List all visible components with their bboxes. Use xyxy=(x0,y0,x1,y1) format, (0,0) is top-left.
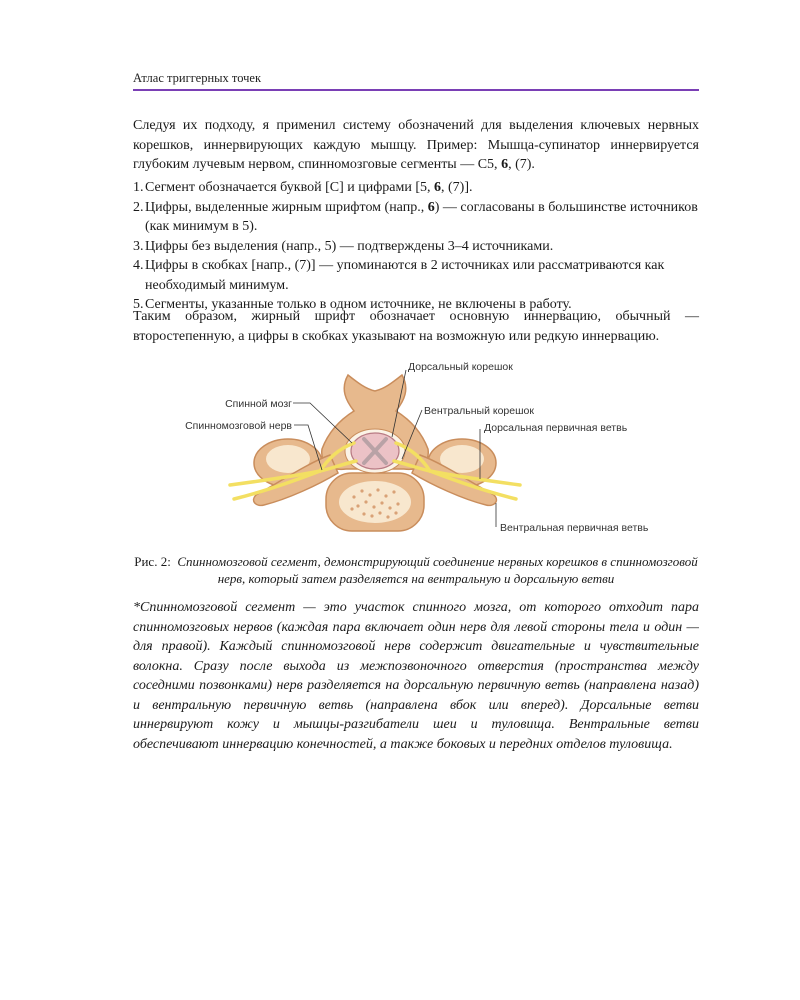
label-spinal-nerve: Спинномозговой нерв xyxy=(185,420,292,432)
list-item-number: 5. xyxy=(133,297,144,312)
list-item-number: 1. xyxy=(133,180,144,195)
intro-tail: , (7). xyxy=(508,157,535,172)
figure-caption xyxy=(133,553,699,587)
spinal-segment-figure xyxy=(170,355,690,545)
list-item-text: Цифры, выделенные жирным шрифтом (напр., xyxy=(145,199,428,215)
list-item xyxy=(133,237,699,257)
label-dorsal-ramus: Дорсальная первичная ветвь xyxy=(484,422,628,434)
list-item-bold: 6 xyxy=(434,180,442,195)
intro-paragraph xyxy=(133,116,699,175)
caption-text: Спинномозговой сегмент, демонстрирующий соединение нервных корешков в спинномозговой нерв, который затем разделяется на вентральную и дорсальную ветви xyxy=(177,554,698,586)
list-item-text-end: ) — согласованы в большинстве источников (как минимум в 5). xyxy=(145,199,698,234)
intro-text: Следуя их подходу, я применил систему обозначений для выделения ключевых нервных корешков, иннервирующих каждую мышцу. Пример: Мышца-супинатор иннервируется глубоким лучевым нервом, спинномозговые сегменты — C5, xyxy=(133,118,699,172)
intervertebral-disc xyxy=(339,481,411,523)
list-item-text: Цифры без выделения (напр., 5) — подтверждены 3–4 источниками. xyxy=(145,238,554,254)
list-item-text: Сегмент обозначается буквой [C] и цифрами [5, xyxy=(145,180,435,195)
running-title: Атлас триггерных точек xyxy=(133,71,262,85)
summary-paragraph xyxy=(133,307,699,346)
list-item-text: Цифры в скобках [напр., (7)] — упоминаются в 2 источниках или рассматриваются как необходимый минимум. xyxy=(145,258,665,293)
list-item-text: Сегменты, указанные только в одном источнике, не включены в работу. xyxy=(145,297,572,312)
summary-text: Таким образом, жирный шрифт обозначает основную иннервацию, обычный — второстепенную, а цифры в скобках указывают на возможную или редкую иннервацию. xyxy=(133,309,699,344)
intro-bold: 6 xyxy=(501,157,509,172)
label-ventral-root: Вентральный корешок xyxy=(424,405,534,417)
footnote xyxy=(133,598,699,754)
notation-rules-list xyxy=(133,178,699,315)
list-item-text-end: , (7)]. xyxy=(441,180,473,195)
list-item xyxy=(133,256,699,295)
spinal-segment-illustration xyxy=(170,355,690,545)
caption-label: Рис. 2: xyxy=(134,554,171,569)
list-item-bold: 6 xyxy=(427,199,435,215)
list-item-number: 2. xyxy=(133,199,144,215)
list-item-number: 3. xyxy=(133,238,144,254)
list-item-number: 4. xyxy=(133,258,144,273)
header-rule xyxy=(133,89,699,91)
footnote-text: *Спинномозговой сегмент — это участок спинного мозга, от которого отходит пара спинномозговых нервов (каждая пара включает один нерв для левой стороны тела и один — для правой). Каждый спинномозговой нерв содержит двигательные и чувствительные волокна. Сразу после выхода из межпозвоночного отверстия (пространства между соседними позвонками) нерв разделяется на дорсальную первичную ветвь (направлена назад) и вентральную первичную ветвь (направлена вбок или вперед). Дорсальные ветви иннервируют кожу и мышцы-разгибатели шеи и туловища. Вентральные ветви обеспечивают иннервацию конечностей, а также боковых и передних отделов туловища. xyxy=(133,600,699,752)
list-item xyxy=(133,178,699,198)
label-ventral-ramus: Вентральная первичная ветвь xyxy=(500,522,649,534)
label-spinal-cord: Спинной мозг xyxy=(225,398,292,410)
label-dorsal-root: Дорсальный корешок xyxy=(408,361,513,373)
list-item xyxy=(133,198,699,237)
